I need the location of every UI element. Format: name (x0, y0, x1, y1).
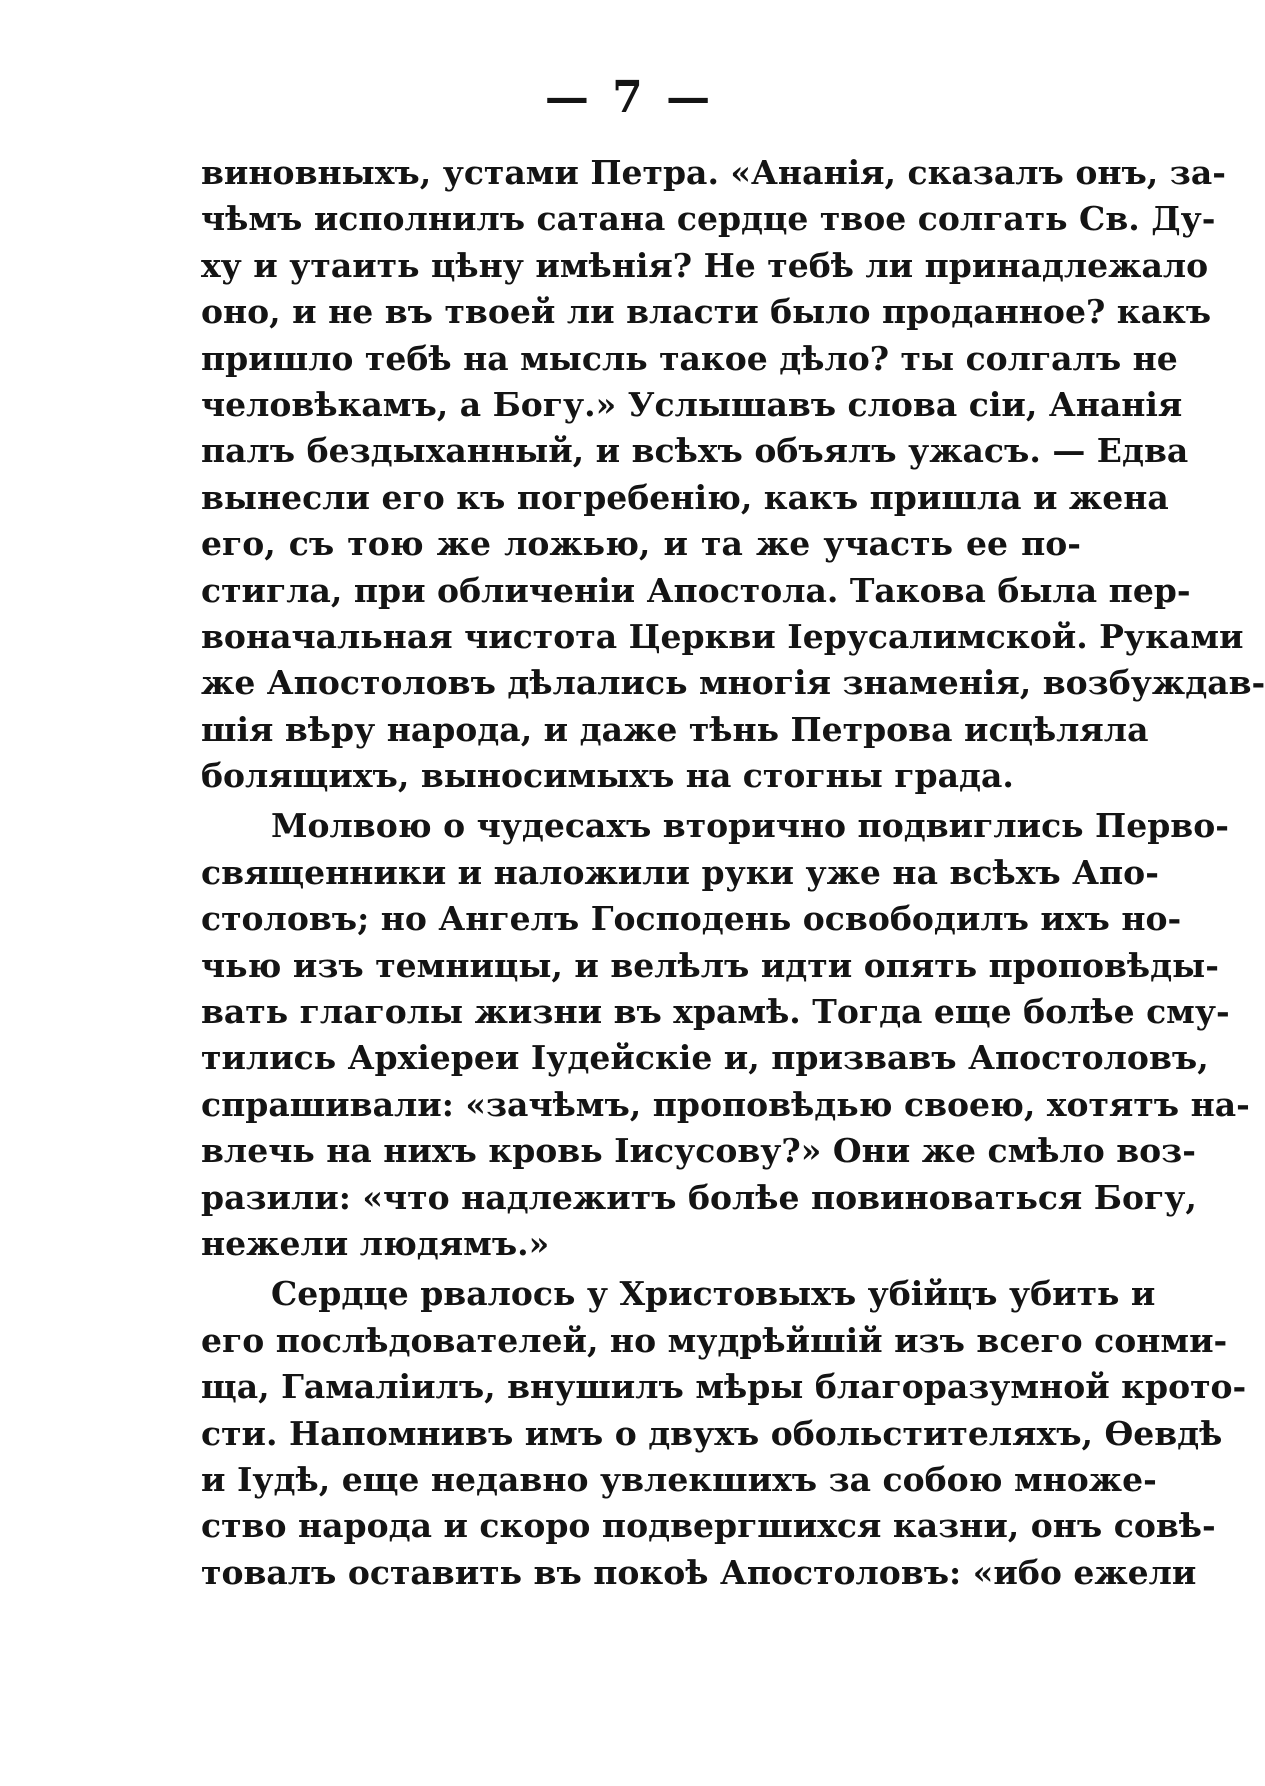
page-number: — 7 — (544, 72, 715, 123)
text-line: ху и утаить цѣну имѣнія? Не тебѣ ли принадлежало (201, 245, 1209, 285)
text-line: шія вѣру народа, и даже тѣнь Петрова исцѣляла (201, 709, 1149, 749)
paragraph-1 (201, 150, 1265, 799)
text-line: нежели людямъ.» (201, 1223, 550, 1263)
text-line: Сердце рвалось у Христовыхъ убійцъ убить и (271, 1274, 1156, 1314)
text-line: влечь на нихъ кровь Іисусову?» Они же смѣло воз- (201, 1131, 1196, 1171)
body-text (201, 150, 1265, 1596)
text-line: чѣмъ исполнилъ сатана сердце твое солгать Св. Ду- (201, 199, 1216, 239)
text-line: товалъ оставить въ покоѣ Апостоловъ: «ибо ежели (201, 1552, 1197, 1592)
text-line: же Апостоловъ дѣлались многія знаменія, возбуждав- (201, 663, 1265, 703)
paragraph-3 (201, 1271, 1247, 1596)
text-line: ство народа и скоро подвергшихся казни, онъ совѣ- (201, 1506, 1216, 1546)
text-line: вынесли его къ погребенію, какъ пришла и жена (201, 477, 1169, 517)
text-line: спрашивали: «зачѣмъ, проповѣдью своею, хотятъ на- (201, 1084, 1250, 1124)
text-line: оно, и не въ твоей ли власти было проданное? какъ (201, 292, 1212, 332)
text-line: вать глаголы жизни въ храмѣ. Тогда еще болѣе сму- (201, 992, 1230, 1032)
text-line: столовъ; но Ангелъ Господень освободилъ ихъ но- (201, 899, 1182, 939)
text-line: чью изъ темницы, и велѣлъ идти опять проповѣды- (201, 945, 1219, 985)
text-line: его, съ тою же ложью, и та же участь ее по- (201, 524, 1081, 564)
text-line: палъ бездыханный, и всѣхъ объялъ ужасъ. — Едва (201, 431, 1189, 471)
text-line: стигла, при обличеніи Апостола. Такова была пер- (201, 570, 1191, 610)
text-line: человѣкамъ, а Богу.» Услышавъ слова сіи, Ананія (201, 384, 1183, 424)
text-line: ща, Гамаліилъ, внушилъ мѣры благоразумной крото- (201, 1367, 1247, 1407)
text-line: воначальная чистота Церкви Іерусалимской. Руками (201, 616, 1244, 656)
text-line: тились Архіереи Іудейскіе и, призвавъ Апостоловъ, (201, 1038, 1209, 1078)
text-line: пришло тебѣ на мысль такое дѣло? ты солгалъ не (201, 338, 1178, 378)
text-line: Молвою о чудесахъ вторично подвиглись Перво- (271, 806, 1229, 846)
text-line: его послѣдователей, но мудрѣйшій изъ всего сонми- (201, 1320, 1228, 1360)
text-line: и Іудѣ, еще недавно увлекшихъ за собою множе- (201, 1459, 1157, 1499)
text-line: болящихъ, выносимыхъ на стогны града. (201, 756, 1014, 796)
paragraph-2 (201, 803, 1250, 1267)
text-line: разили: «что надлежитъ болѣе повиноваться Богу, (201, 1177, 1197, 1217)
text-line: священники и наложили руки уже на всѣхъ Апо- (201, 852, 1159, 892)
text-line: сти. Напомнивъ имъ о двухъ обольстителяхъ, Өевдѣ (201, 1413, 1223, 1453)
text-line: виновныхъ, устами Петра. «Ананія, сказалъ онъ, за- (201, 153, 1226, 192)
